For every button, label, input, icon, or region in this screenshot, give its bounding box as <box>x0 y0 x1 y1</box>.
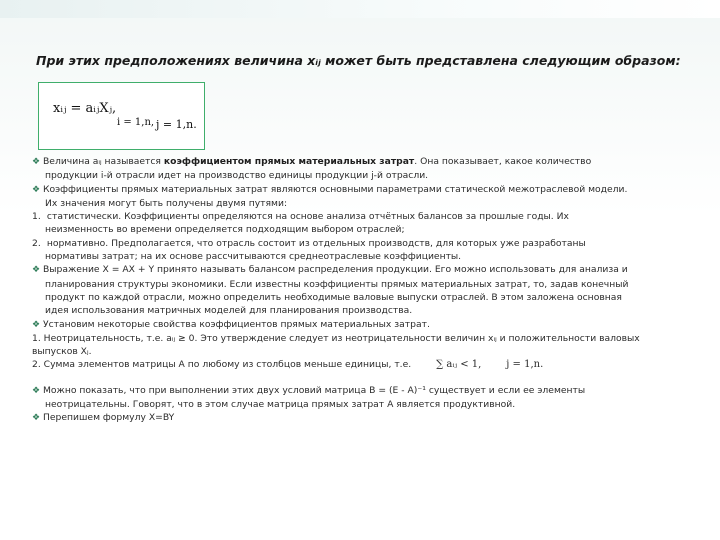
column-sum-formula: ∑ aᵢⱼ < 1, <box>436 359 482 371</box>
p8-line1: 2. Сумма элементов матрицы A по любому из столбцов меньше единицы, т.е. <box>32 359 412 371</box>
p5-line2: планирования структуры экономики. Если известны коэффициенты прямых материальных затрат, то, задав конечный <box>45 278 629 290</box>
slide-title: При этих предположениях величина xᵢⱼ может быть представлена следующим образом: <box>36 53 681 68</box>
paragraph-balance <box>32 263 692 277</box>
p1-line2: продукции i-й отрасли идет на производство единицы продукции j-й отрасли. <box>45 170 429 182</box>
formula-i-range: i = 1,n, <box>117 117 155 128</box>
p9-line1: Можно показать, что при выполнении этих двух условий матрица B = (E - A)⁻¹ существует и если ее элементы <box>43 384 586 396</box>
bullet-diamond-icon: ❖ <box>32 157 41 167</box>
p2-line2: Их значения могут быть получены двумя путями: <box>45 197 288 209</box>
paragraph-properties <box>32 318 692 332</box>
bullet-diamond-icon: ❖ <box>32 319 41 330</box>
p3-line1: статистически. Коэффициенты определяются на основе анализа отчётных балансов за прошлые годы. Их <box>46 211 569 223</box>
paragraph-column-sum <box>32 358 692 371</box>
formula-main: xᵢⱼ = aᵢⱼXⱼ, <box>53 101 117 116</box>
p10-line1: Перепишем формулу X=BY <box>43 412 175 424</box>
paragraph-model-parameters <box>32 183 692 197</box>
p4-number: 2. <box>32 237 41 249</box>
paragraph-statistical <box>32 210 692 223</box>
paragraph-productive <box>32 384 692 398</box>
bullet-diamond-icon: ❖ <box>32 265 41 276</box>
p5-line4: идея использования матричных моделей для планирования производства. <box>45 305 413 317</box>
p7-line1: 1. Неотрицательность, т.е. aᵢⱼ ≥ 0. Это утверждение следует из неотрицательности величин xᵢⱼ и положительности валовых <box>32 332 640 344</box>
slide-body <box>32 155 692 426</box>
p4-line2: нормативы затрат; на их основе рассчитываются среднеотраслевые коэффициенты. <box>45 251 462 263</box>
bullet-diamond-icon: ❖ <box>32 184 41 195</box>
bullet-diamond-icon: ❖ <box>32 413 41 424</box>
column-sum-range: j = 1,n. <box>506 359 544 371</box>
paragraph-normative <box>32 237 692 250</box>
p3-number: 1. <box>32 211 41 223</box>
slide-top-band <box>0 0 720 18</box>
p6-line1: Установим некоторые свойства коэффициентов прямых материальных затрат. <box>43 318 430 330</box>
p4-line1: нормативно. Предполагается, что отрасль состоит из отдельных производств, для которых уже разработаны <box>46 237 586 249</box>
paragraph-coefficient-definition <box>32 155 692 169</box>
paragraph-rewrite <box>32 411 692 425</box>
bullet-diamond-icon: ❖ <box>32 385 41 396</box>
p1-suffix: . Она показывает, какое количество <box>414 156 592 167</box>
p3-line2: неизменность во времени определяется подходящим выбором отраслей; <box>45 224 405 236</box>
formula-box <box>38 82 205 150</box>
p7-line2: выпусков Xⱼ. <box>32 346 92 358</box>
formula-j-range: j = 1,n. <box>156 118 197 131</box>
p2-line1: Коэффициенты прямых материальных затрат являются основными параметрами статической межотраслевой модели. <box>43 183 628 195</box>
p1-prefix: Величина aᵢⱼ называется <box>43 156 164 167</box>
p5-line3: продукт по каждой отрасли, можно определить необходимые валовые выпуски отраслей. В этом заложена основная <box>45 291 622 303</box>
p1-term: коэффициентом прямых материальных затрат <box>163 156 415 167</box>
p9-line2: неотрицательны. Говорят, что в этом случае матрица прямых затрат A является продуктивной. <box>45 399 516 411</box>
p5-line1: Выражение X = AX + Y принято называть балансом распределения продукции. Его можно использовать для анализа и <box>43 264 628 276</box>
